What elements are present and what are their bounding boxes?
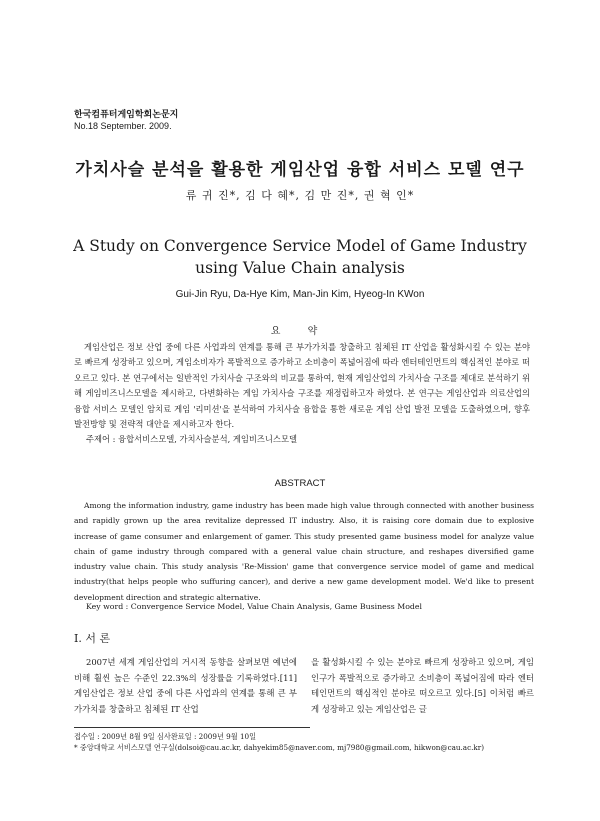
paper-title-korean: 가치사슬 분석을 활용한 게임산업 융합 서비스 모델 연구 bbox=[75, 160, 525, 180]
section-heading-introduction: Ⅰ. 서 론 bbox=[74, 632, 111, 645]
footnote-divider bbox=[74, 727, 310, 728]
intro-column-left: 2007년 세계 게임산업의 거시적 동향을 살펴보면 예년에 비해 훨씬 높은 수준인 22.3%의 성장률을 기록하였다.[11] 게임산업은 정보 산업 중에 다른 사업과의 연계를 통해 큰 부가가치를 창출하고 침체된 IT 산업 bbox=[74, 657, 297, 714]
authors-korean: 류 귀 진*, 김 다 혜*, 김 만 진*, 권 혁 인* bbox=[185, 189, 415, 202]
abstract-english-body: Among the information industry, game industry has been made high value through connected with another business and rapidly grown up the area revitalize depressed IT industry. Also, it is raising core domain due to explosive increase of game consumer and enlargement of gamer. This study presented game business model for analyze value chain of game industry through compared with a general value chain structure, and reshapes diversified game industry value chain. This study analysis 'Re-Mission' game that convergence service model of game and medical industry(that helps people who suffuring cancer), and derive a new game development model. We'd like to present development direction and strategic alternative. bbox=[74, 501, 534, 602]
journal-issue: No.18 September. 2009. bbox=[74, 121, 172, 131]
abstract-english-heading: ABSTRACT bbox=[274, 478, 326, 489]
intro-column-right: 을 활성화시킬 수 있는 분야로 빠르게 성장하고 있으며, 게임인구가 폭발적으로 증가하고 소비층이 폭넓어짐에 따라 엔터테인먼트의 핵심적인 분야로 떠오르고 있다.[5] 이처럼 빠르게 성장하고 있는 게임산업은 글 bbox=[311, 657, 534, 714]
keywords-english: Key word : Convergence Service Model, Value Chain Analysis, Game Business Model bbox=[86, 602, 423, 611]
keywords-korean: 주제어 : 융합서비스모델, 가치사슬분석, 게임비즈니스모델 bbox=[86, 434, 297, 444]
abstract-korean-heading: 요 약 bbox=[270, 326, 330, 337]
authors-english: Gui-Jin Ryu, Da-Hye Kim, Man-Jin Kim, Hyeog-In KWon bbox=[175, 289, 425, 300]
footnote-dates: 접수일 : 2009년 8월 9일 심사완료일 : 2009년 9월 10일 bbox=[74, 732, 257, 741]
journal-name: 한국컴퓨터게임학회논문지 bbox=[74, 109, 179, 119]
footnote-affiliation: * 중앙대학교 서비스모델 연구실(dolsoi@cau.ac.kr, dahyekim85@naver.com, mj7980@gmail.com, hikwon@cau.ac.kr) bbox=[74, 743, 484, 752]
paper-title-english: A Study on Convergence Service Model of Game Industry using Value Chain analysis bbox=[73, 237, 527, 277]
abstract-korean-body: 게임산업은 정보 산업 중에 다른 사업과의 연계를 통해 큰 부가가치를 창출하고 침체된 IT 산업을 활성화시킬 수 있는 분야로 빠르게 성장하고 있으며, 게임소비자가 폭발적으로 증가하고 소비층이 폭넓어짐에 따라 엔터테인먼트의 핵심적인 분야로 떠오르고 있다. 본 연구에서는 일반적인 가치사슬 구조와의 비교를 통하여, 현재 게임산업의 가치사슬 구조를 제대로 분석하기 위해 게임비즈니스모델을 제시하고, 다변화하는 게임 가치사슬 구조를 재정립하고자 하였다. 본 연구는 게임산업과 의료산업의 융합 서비스 모델인 암치료 게임 '리미션'을 분석하여 가치사슬 융합을 통한 새로운 게임 산업 발전 모델을 도출하였으며, 향후 발전방향 및 전략적 대안을 제시하고자 한다. bbox=[74, 342, 530, 430]
